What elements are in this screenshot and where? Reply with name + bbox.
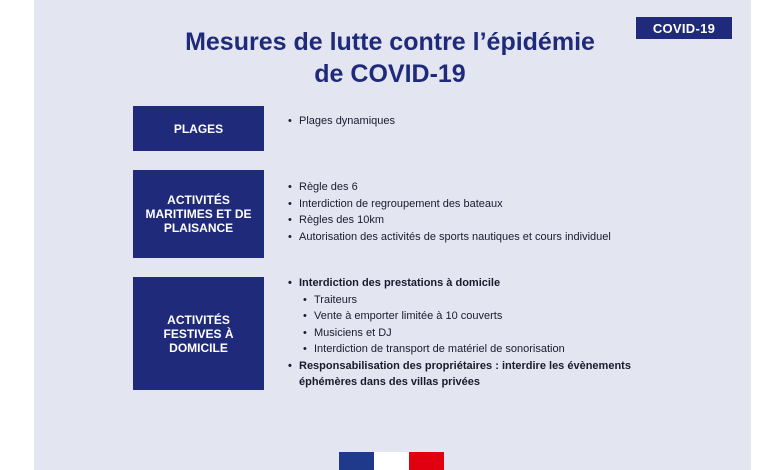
flag-stripe-white xyxy=(374,452,409,470)
list-item: • Règles des 10km xyxy=(288,212,728,229)
category-label: ACTIVITÉS MARITIMES ET DE PLAISANCE xyxy=(145,193,252,235)
list-item: • Règle des 6 xyxy=(288,179,728,196)
category-activites-maritimes xyxy=(133,170,264,258)
sub-list-item: • Vente à emporter limitée à 10 couverts xyxy=(288,308,728,325)
flag-stripe-blue xyxy=(339,452,374,470)
sub-list-item: • Musiciens et DJ xyxy=(288,325,728,342)
list-item: • Interdiction des prestations à domicile xyxy=(288,275,728,292)
list-item: • Interdiction de regroupement des bateaux xyxy=(288,196,728,213)
category-label: ACTIVITÉS FESTIVES À DOMICILE xyxy=(163,312,234,355)
category-plages: PLAGES xyxy=(133,106,264,151)
flag-stripe-red xyxy=(409,452,444,470)
french-flag-logo xyxy=(339,452,444,470)
list-item: • Responsabilisation des propriétaires : interdire les évènements éphémères dans des villas privées xyxy=(288,358,648,391)
list-activites-festives xyxy=(288,275,728,391)
list-item: • Plages dynamiques xyxy=(288,113,728,130)
page-title: Mesures de lutte contre l’épidémie de COVID-19 xyxy=(185,28,595,88)
list-plages xyxy=(288,113,728,130)
list-activites-maritimes xyxy=(288,179,728,245)
covid-badge: COVID-19 xyxy=(636,17,732,39)
sub-list-item: • Interdiction de transport de matériel de sonorisation xyxy=(288,341,728,358)
list-item: • Autorisation des activités de sports nautiques et cours individuel xyxy=(288,229,728,246)
category-activites-festives xyxy=(133,277,264,390)
sub-list-item: • Traiteurs xyxy=(288,292,728,309)
